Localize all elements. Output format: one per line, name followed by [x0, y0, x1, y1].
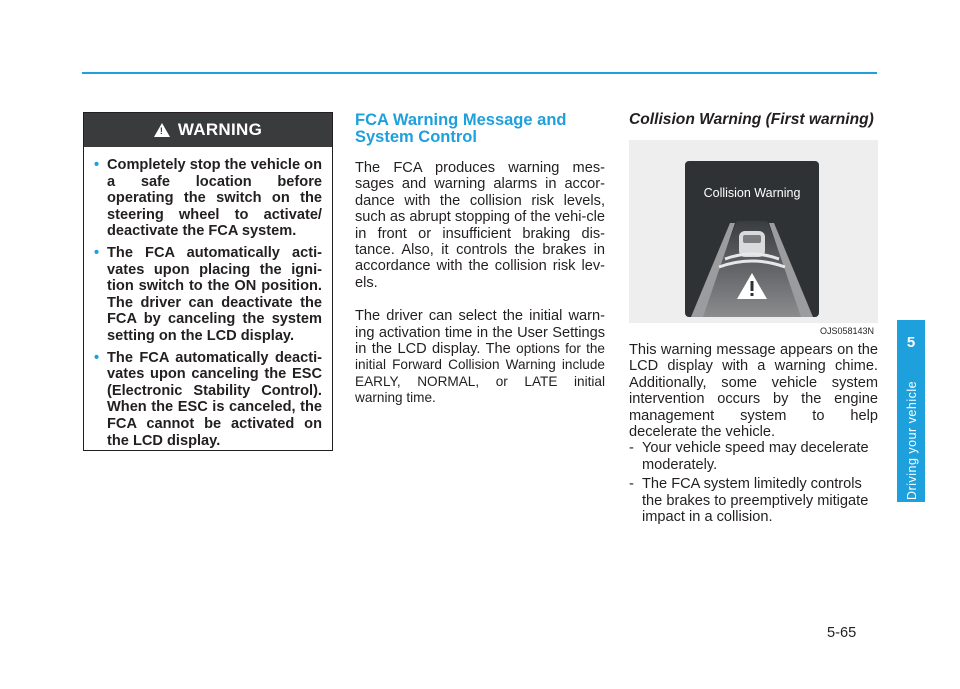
bullet-icon: • — [94, 349, 100, 366]
lcd-figure — [629, 140, 878, 323]
middle-column — [355, 112, 605, 424]
subsection-heading: Collision Warning (First warning) — [629, 111, 874, 128]
dash-list — [629, 440, 878, 525]
body-paragraph: The driver can select the initial warn-ing activation time in the User Settings in the LCD display. The options for the initial Forward Collision Warning include EARLY, NORMAL, or LATE initial warning time. — [355, 308, 605, 406]
collision-road-icon — [685, 161, 819, 317]
list-item: - Your vehicle speed may decelerate moderately. — [629, 440, 869, 473]
warning-title: WARNING — [177, 120, 263, 139]
section-heading: FCA Warning Message and System Control — [355, 111, 567, 146]
bullet-icon: • — [94, 244, 100, 261]
body-paragraph: This warning message appears on the LCD display with a warning chime. Additionally, some vehicle system intervention occurs by the engine management system to help decelerate the vehicle. — [629, 342, 878, 441]
lcd-screen-text: Collision Warning — [703, 186, 801, 200]
page-number: 5-65 — [827, 625, 857, 641]
warning-item: • Completely stop the vehicle on a safe location before operating the switch on the steering wheel to activate/ deactivate the FCA system. — [94, 157, 322, 240]
bullet-icon: • — [94, 157, 100, 173]
warning-item: • The FCA automatically acti-vates upon placing the igni-tion switch to the ON position. The driver can deactivate the FCA by canceling the system setting on the LCD display. — [94, 244, 322, 344]
warning-triangle-icon: ! — [154, 123, 170, 137]
warning-box — [83, 112, 333, 451]
lcd-screen — [685, 161, 819, 317]
chapter-number: 5 — [906, 334, 916, 351]
list-item: - The FCA system limitedly controls the brakes to preemptively mitigate impact in a collision. — [629, 476, 869, 526]
warning-header — [84, 113, 332, 147]
figure-id: OJS058143N — [819, 326, 874, 336]
warning-item: • The FCA automatically deacti-vates upon canceling the ESC (Electronic Stability Control). When the ESC is canceled, the FCA cannot be activated on the LCD display. — [94, 349, 322, 449]
top-rule — [82, 72, 877, 74]
body-paragraph: The FCA produces warning mes-sages and warning alarms in accor-dance with the collision risk levels, such as abrupt stopping of the vehi-cle in front or insufficient braking dis-tance. Also, it controls the brakes in accordance with the collision risk lev-els. — [355, 160, 605, 291]
right-column — [629, 111, 878, 528]
chapter-title: Driving your vehicle — [905, 380, 919, 500]
warning-list — [84, 147, 332, 449]
